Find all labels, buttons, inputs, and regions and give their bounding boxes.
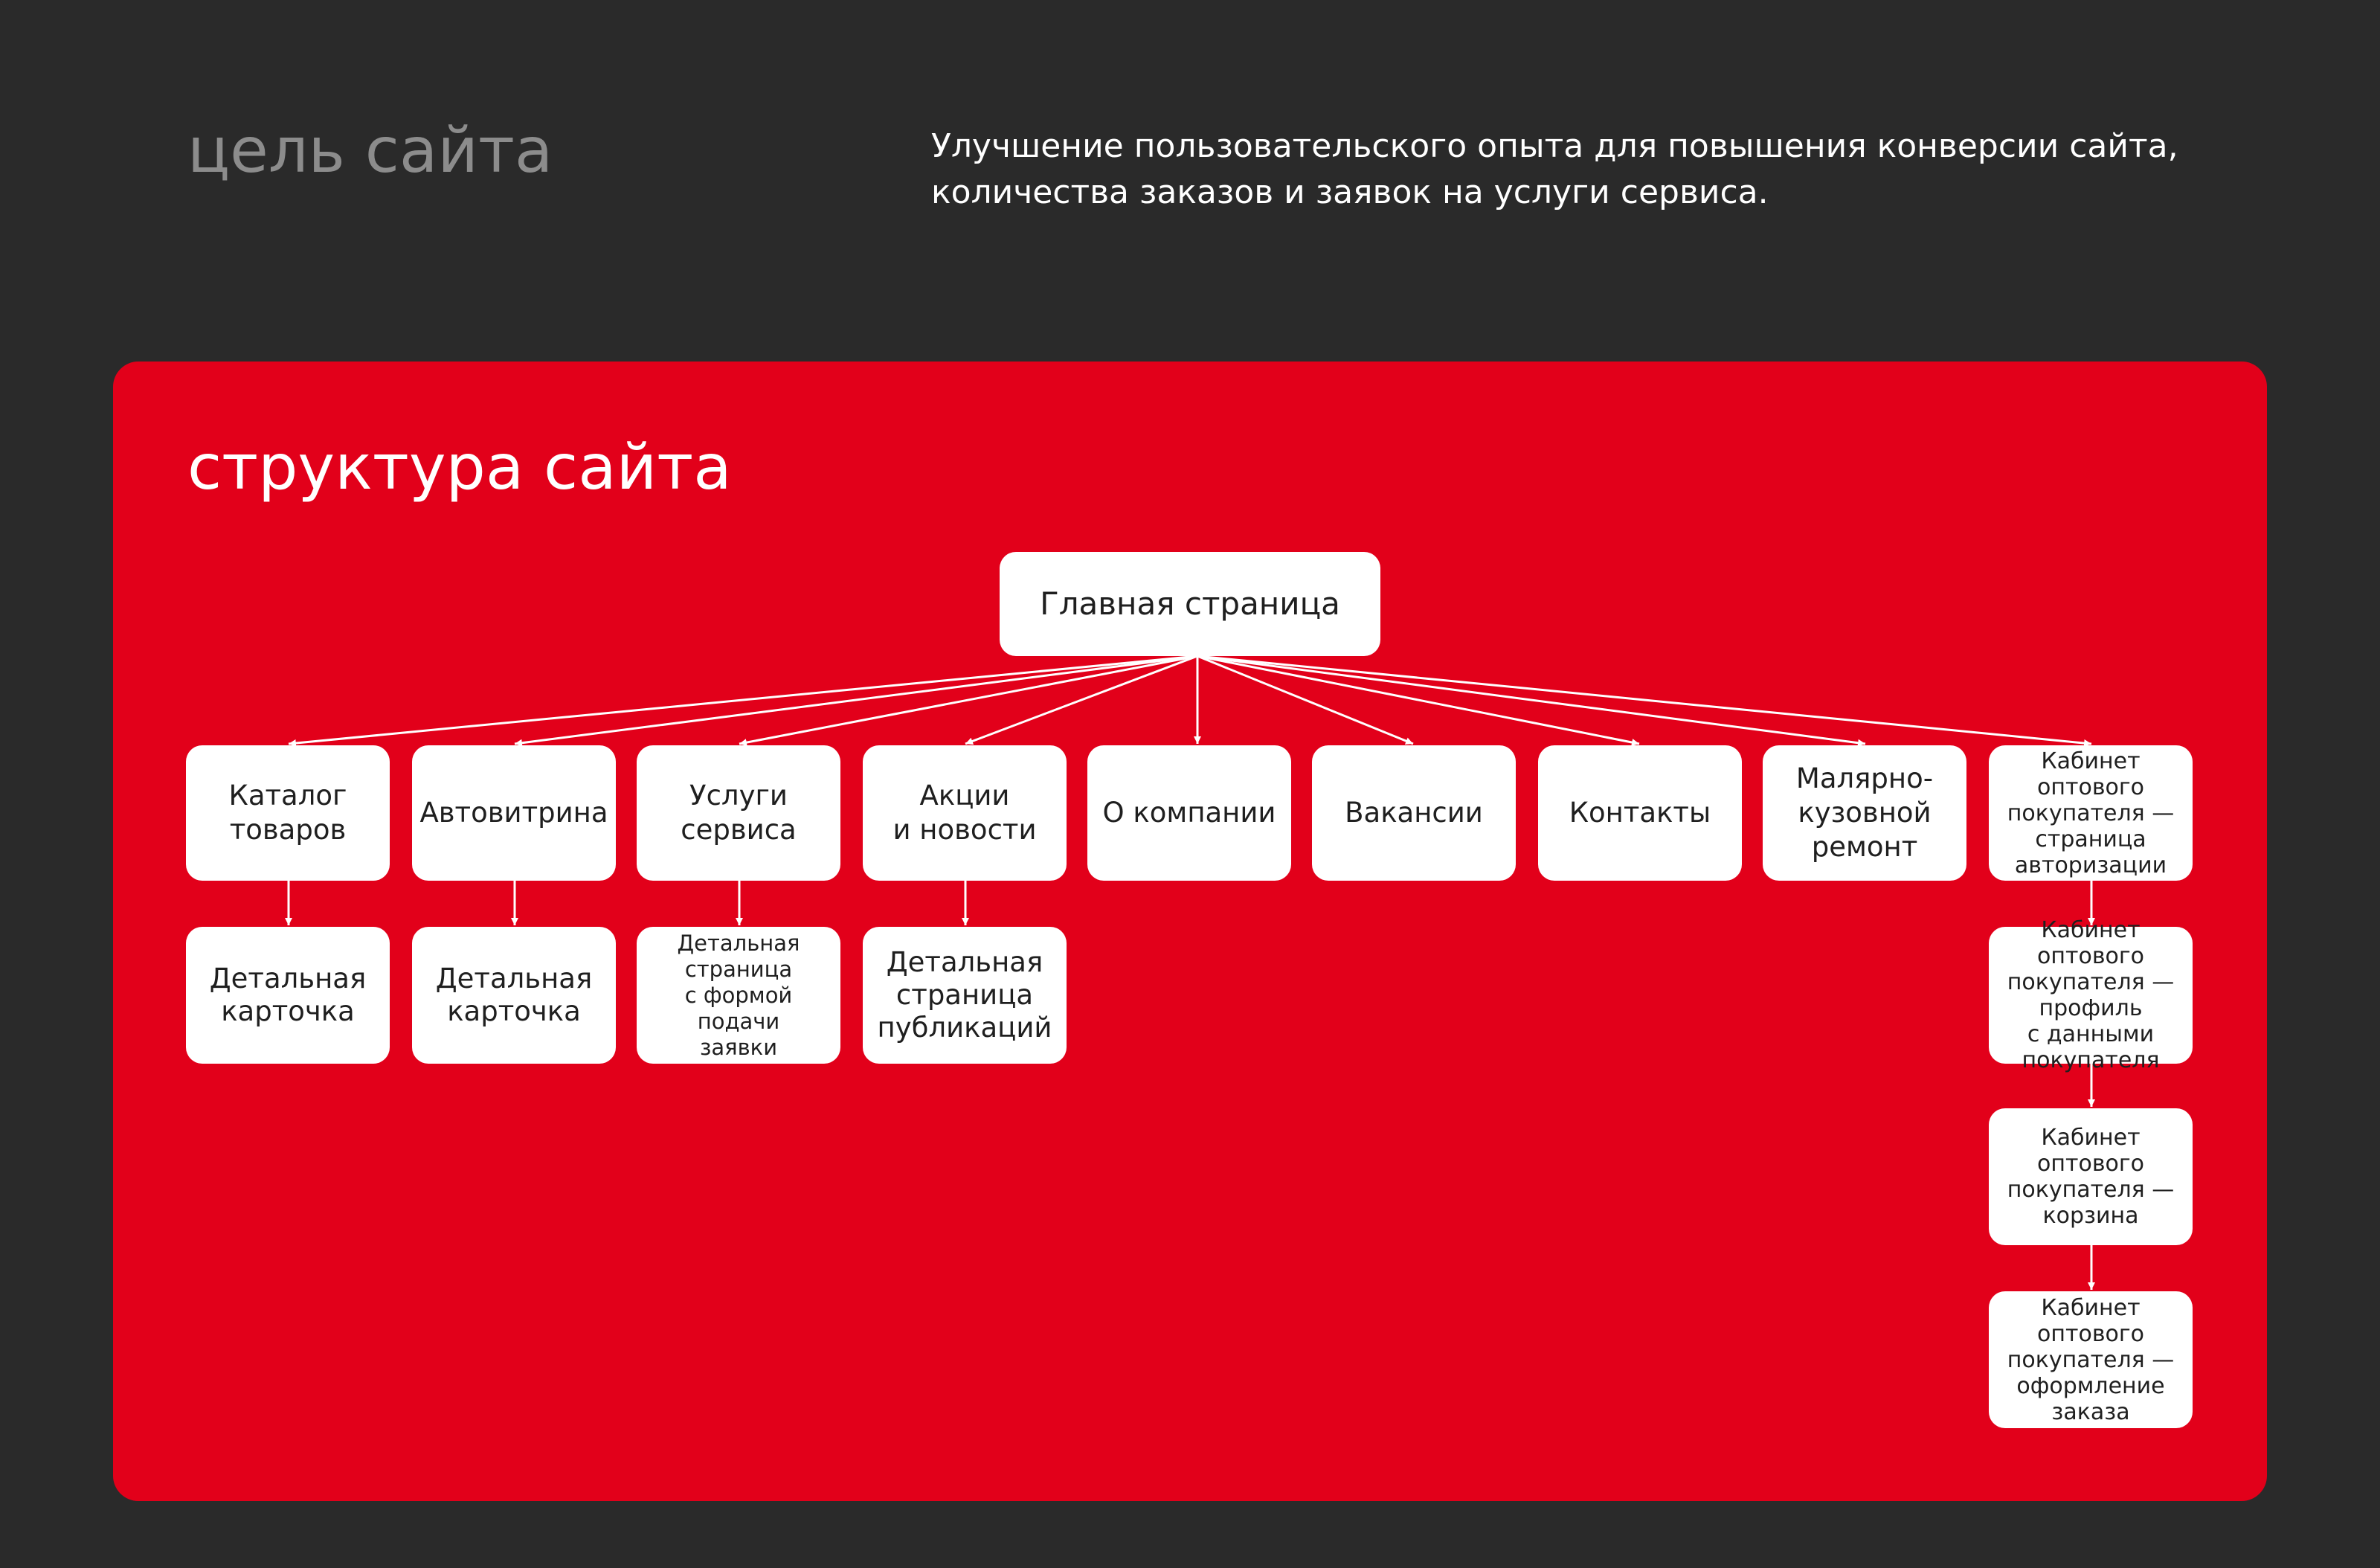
node-promotions-news: Акции и новости xyxy=(863,745,1067,881)
goal-description xyxy=(931,123,2270,216)
arrow-root-to-autoshowcase xyxy=(515,656,1197,744)
arrow-root-to-bodyshop xyxy=(1197,656,1865,744)
arrow-root-to-promotions xyxy=(965,656,1197,744)
goal-description-line-1: Улучшение пользовательского опыта для повышения конверсии сайта, xyxy=(931,127,2178,165)
node-wholesale-profile: Кабинет оптового покупателя — профиль с данными покупателя xyxy=(1989,927,2193,1064)
arrow-root-to-contacts xyxy=(1197,656,1639,744)
site-structure-panel xyxy=(113,362,2267,1501)
node-catalog-detail: Детальная карточка xyxy=(186,927,390,1064)
node-services-detail: Детальная страница с формой подачи заявки xyxy=(637,927,840,1064)
arrow-root-to-wholesale-auth xyxy=(1197,656,2091,744)
node-catalog: Каталог товаров xyxy=(186,745,390,881)
node-wholesale-auth: Кабинет оптового покупателя — страница авторизации xyxy=(1989,745,2193,881)
arrow-root-to-services xyxy=(739,656,1197,744)
goal-description-line-2: количества заказов и заявок на услуги сервиса. xyxy=(931,173,1769,211)
node-autoshowcase-detail: Детальная карточка xyxy=(412,927,616,1064)
node-home-page: Главная страница xyxy=(1000,552,1380,656)
arrow-root-to-catalog xyxy=(289,656,1197,744)
node-about-company: О компании xyxy=(1087,745,1291,881)
node-vacancies: Вакансии xyxy=(1312,745,1516,881)
node-body-repair: Малярно- кузовной ремонт xyxy=(1763,745,1966,881)
goal-heading: цель сайта xyxy=(187,114,553,187)
node-autoshowcase: Автовитрина xyxy=(412,745,616,881)
node-wholesale-checkout: Кабинет оптового покупателя — оформление заказа xyxy=(1989,1291,2193,1428)
node-services: Услуги сервиса xyxy=(637,745,840,881)
structure-heading: структура сайта xyxy=(187,431,732,504)
node-promotions-detail: Детальная страница публикаций xyxy=(863,927,1067,1064)
node-wholesale-cart: Кабинет оптового покупателя — корзина xyxy=(1989,1108,2193,1245)
node-contacts: Контакты xyxy=(1538,745,1742,881)
